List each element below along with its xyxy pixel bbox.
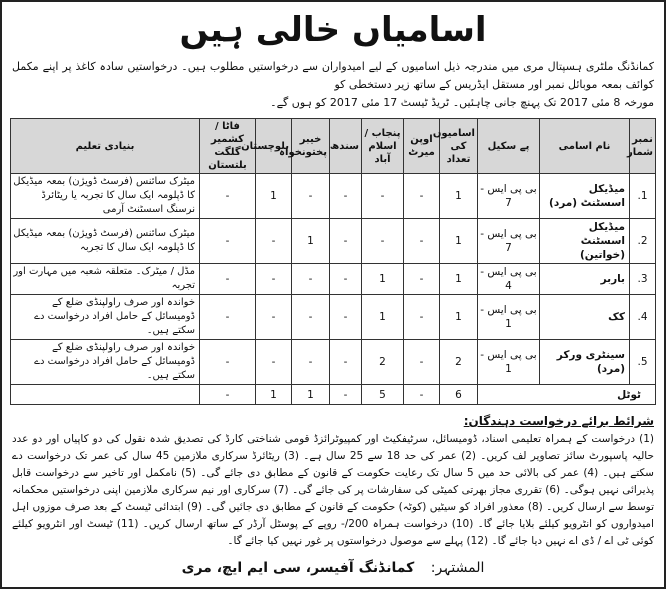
total-label: ٹوٹل	[478, 385, 656, 405]
cell-qualification: مڈل / میٹرک۔ متعلقہ شعبہ میں مہارت اور تجربہ	[11, 264, 200, 295]
total-kpk: 1	[292, 385, 330, 405]
cell-fata: -	[200, 219, 256, 264]
cell-fata: -	[200, 295, 256, 340]
cell-balochistan: -	[256, 219, 292, 264]
cell-count: 1	[440, 295, 478, 340]
cell-sindh: -	[330, 340, 362, 385]
header-sindh: سندھ	[330, 119, 362, 174]
header-count: اسامیوں کی تعداد	[440, 119, 478, 174]
table-row	[11, 174, 656, 219]
cell-qualification: خواندہ اور صرف راولپنڈی ضلع کے ڈومیسائل کے حامل افراد درخواست دے سکتے ہیں۔	[11, 340, 200, 385]
header-balochistan: بلوچستان	[256, 119, 292, 174]
cell-fata: -	[200, 340, 256, 385]
cell-kpk: -	[292, 174, 330, 219]
header-open-merit: اوپن میرٹ	[404, 119, 440, 174]
cell-post: سینٹری ورکر (مرد)	[540, 340, 630, 385]
intro-line: کمانڈنگ ملٹری ہسپتال مری میں مندرجہ ذیل اسامیوں کے لیے امیدواران سے درخواستیں مطلوب ہیں۔ درخواستیں سادہ کاغذ پر اپنے مکمل کوائف بمعہ موبائل نمبر اور مستقل ایڈریس کے ساتھ زیر دستخطی کو	[12, 60, 654, 91]
total-open-merit: -	[404, 385, 440, 405]
cell-sindh: -	[330, 219, 362, 264]
cell-count: 2	[440, 340, 478, 385]
cell-scale: بی پی ایس - 7	[478, 174, 540, 219]
cell-serial: 5.	[630, 340, 656, 385]
cell-count: 1	[440, 174, 478, 219]
cell-punjab: -	[362, 174, 404, 219]
cell-punjab: 1	[362, 264, 404, 295]
cell-qualification: میٹرک سائنس (فرسٹ ڈویژن) بمعہ میڈیکل کا ڈپلومہ ایک سال کا تجربہ یا ریٹائرڈ نرسنگ اسسٹنٹ آرمی	[11, 174, 200, 219]
cell-balochistan: -	[256, 340, 292, 385]
cell-punjab: 2	[362, 340, 404, 385]
header-fata: فاٹا / کشمیر گلگت بلتستان	[200, 119, 256, 174]
intro-paragraph	[10, 58, 656, 112]
table-row	[11, 219, 656, 264]
cell-kpk: -	[292, 295, 330, 340]
cell-sindh: -	[330, 264, 362, 295]
cell-count: 1	[440, 264, 478, 295]
cell-fata: -	[200, 174, 256, 219]
total-balochistan: 1	[256, 385, 292, 405]
cell-sindh: -	[330, 295, 362, 340]
cell-kpk: 1	[292, 219, 330, 264]
table-row	[11, 340, 656, 385]
table-row	[11, 295, 656, 340]
cell-serial: 2.	[630, 219, 656, 264]
advertiser-label: المشتہر:	[430, 560, 485, 576]
cell-fata: -	[200, 264, 256, 295]
cell-open-merit: -	[404, 340, 440, 385]
cell-scale: بی پی ایس - 7	[478, 219, 540, 264]
cell-balochistan: -	[256, 264, 292, 295]
cell-open-merit: -	[404, 174, 440, 219]
conditions-text: (1) درخواست کے ہمراہ تعلیمی اسناد، ڈومیسائل، سرٹیفکیٹ اور کمپیوٹرائزڈ قومی شناختی کارڈ کی تصدیق شدہ نقول کی دو کاپیاں اور دو عدد حالیہ پاسپورٹ سائز تصاویر لف کریں۔ (2) عمر کی حد 18 سے 25 سال ہے۔ (3) ریٹائرڈ سرکاری ملازمین 45 سال کی عمر تک درخواست دے سکتے ہیں۔ (4) عمر کی بالائی حد میں 5 سال تک رعایت حکومت کے قانون کے مطابق دی جائے گی۔ (5) نامکمل اور تاخیر سے درخواست قابل پذیرائی نہیں ہوگی۔ (6) تقرری مجاز بھرتی کمیٹی کی سفارشات پر کی جائے گی۔ (7) سرکاری اور نیم سرکاری ملازمین اپنی درخواستیں محکمانہ توسط سے ارسال کریں۔ (8) معذور افراد کو سیٹیں (کوٹہ) حکومت کے قانون کے مطابق دی جائیں گی۔ (9) ابتدائی ٹیسٹ کے بعد صرف موزوں اہل امیدواروں کو انٹرویو کیلئے بلایا جائے گا۔ (10) درخواست ہمراہ 200/- روپے کے پوسٹل آرڈر کے ساتھ ارسال کریں۔ (11) ٹیسٹ اور انٹرویو کیلئے کوئی ٹی اے / ڈی اے نہیں دیا جائے گا۔ (12) پہلے سے موصول درخواستوں پر غور نہیں کیا جائے گا۔	[12, 433, 654, 547]
total-punjab: 5	[362, 385, 404, 405]
table-row	[11, 264, 656, 295]
header-qualification: بنیادی تعلیم	[11, 119, 200, 174]
cell-count: 1	[440, 219, 478, 264]
header-kpk: خیبر پختونخواہ	[292, 119, 330, 174]
cell-scale: بی پی ایس - 4	[478, 264, 540, 295]
header-post: نام اسامی	[540, 119, 630, 174]
cell-punjab: -	[362, 219, 404, 264]
cell-scale: بی پی ایس - 1	[478, 340, 540, 385]
cell-open-merit: -	[404, 295, 440, 340]
cell-kpk: -	[292, 264, 330, 295]
cell-serial: 4.	[630, 295, 656, 340]
cell-post: میڈیکل اسسٹنٹ (مرد)	[540, 174, 630, 219]
header-scale: پے سکیل	[478, 119, 540, 174]
header-punjab: پنجاب / اسلام آباد	[362, 119, 404, 174]
total-empty	[11, 385, 200, 405]
cell-serial: 1.	[630, 174, 656, 219]
advertiser-footer	[10, 558, 656, 578]
header-serial: نمبر شمار	[630, 119, 656, 174]
cell-balochistan: 1	[256, 174, 292, 219]
advertiser-name: کمانڈنگ آفیسر، سی ایم ایچ، مری	[181, 560, 415, 576]
table-total-row	[11, 385, 656, 405]
cell-serial: 3.	[630, 264, 656, 295]
cell-qualification: میٹرک سائنس (فرسٹ ڈویژن) بمعہ میڈیکل کا ڈپلومہ ایک سال کا تجربہ	[11, 219, 200, 264]
cell-post: باربر	[540, 264, 630, 295]
cell-qualification: خواندہ اور صرف راولپنڈی ضلع کے ڈومیسائل کے حامل افراد درخواست دے سکتے ہیں۔	[11, 295, 200, 340]
cell-post: میڈیکل اسسٹنٹ (خواتین)	[540, 219, 630, 264]
intro-line: مورخہ 8 مئی 2017 تک پہنچ جانی چاہئیں۔ ٹریڈ ٹیسٹ 17 مئی 2017 کو ہوں گے۔	[270, 96, 654, 109]
cell-scale: بی پی ایس - 1	[478, 295, 540, 340]
conditions-title: شرائط برائے درخواست دہندگان:	[463, 414, 654, 428]
cell-kpk: -	[292, 340, 330, 385]
cell-open-merit: -	[404, 219, 440, 264]
cell-punjab: 1	[362, 295, 404, 340]
total-sindh: -	[330, 385, 362, 405]
total-fata: -	[200, 385, 256, 405]
vacancies-table	[10, 118, 656, 405]
total-count: 6	[440, 385, 478, 405]
cell-open-merit: -	[404, 264, 440, 295]
ad-title: اسامیاں خالی ہیں	[179, 10, 487, 50]
cell-balochistan: -	[256, 295, 292, 340]
table-header-row	[11, 119, 656, 174]
cell-sindh: -	[330, 174, 362, 219]
cell-post: کک	[540, 295, 630, 340]
